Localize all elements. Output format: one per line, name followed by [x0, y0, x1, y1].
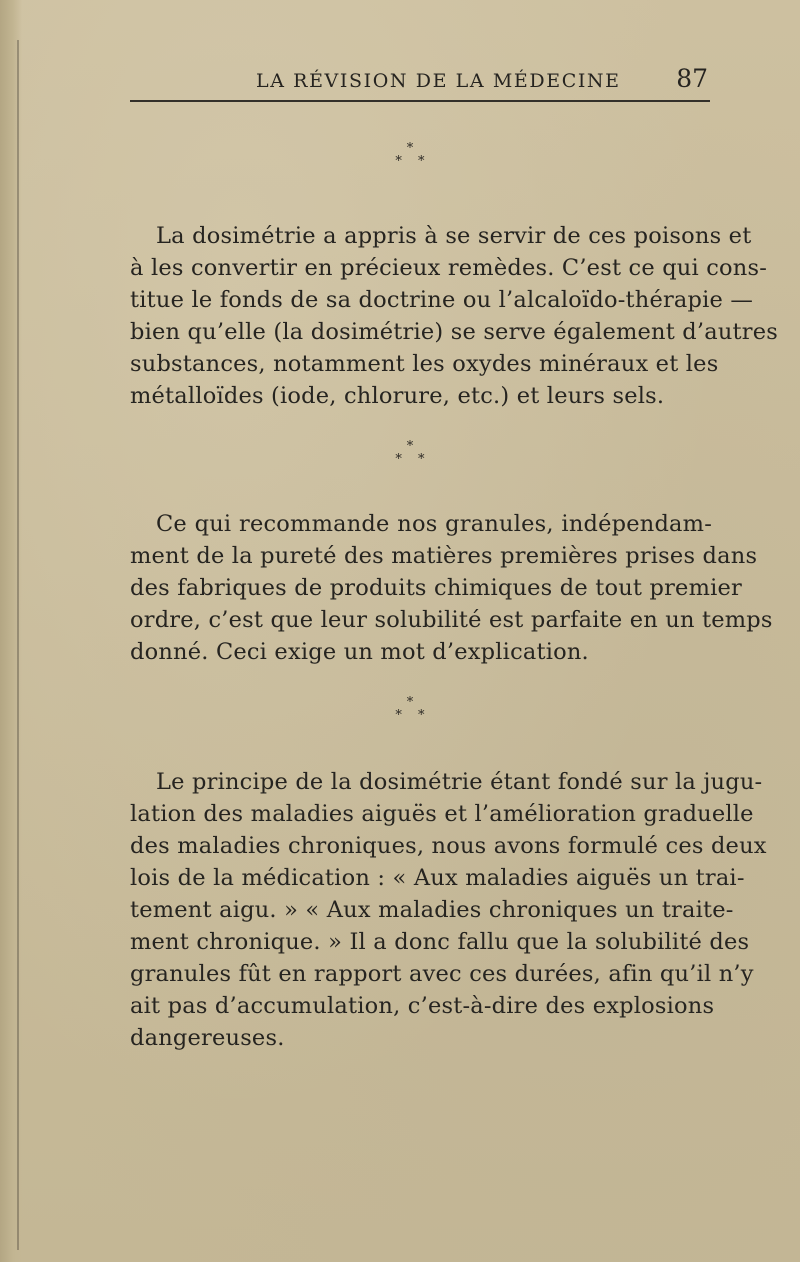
- text-line: La dosimétrie a appris à se servir de ces poisons et: [156, 223, 752, 249]
- asterism-stars-bottom: * *: [395, 708, 431, 723]
- text-line: bien qu’elle (la dosimétrie) se serve également d’autres: [130, 319, 779, 345]
- paragraph-2: [130, 508, 773, 668]
- asterism-star-top: *: [406, 695, 414, 710]
- text-line: donné. Ceci exige un mot d’explication.: [130, 639, 589, 665]
- running-title: LA RÉVISION DE LA MÉDECINE: [256, 70, 621, 92]
- text-line: Le principe de la dosimétrie étant fondé sur la jugu-: [156, 769, 763, 795]
- page-number: 87: [676, 64, 708, 93]
- text-line: lois de la médication : « Aux maladies aiguës un trai-: [130, 865, 745, 891]
- text-line: substances, notamment les oxydes minéraux et les: [130, 351, 719, 377]
- page-header: [130, 62, 710, 98]
- text-line: lation des maladies aiguës et l’amélioration graduelle: [130, 801, 754, 827]
- text-line: des fabriques de produits chimiques de tout premier: [130, 575, 742, 601]
- text-line: tement aigu. » « Aux maladies chroniques un traite-: [130, 897, 734, 923]
- asterism-stars-bottom: * *: [395, 452, 431, 467]
- asterism-star-top: *: [406, 439, 414, 454]
- text-line: ait pas d’accumulation, c’est-à-dire des explosions: [130, 993, 715, 1019]
- paragraph-3: [130, 766, 767, 1054]
- text-line: ment chronique. » Il a donc fallu que la solubilité des: [130, 929, 750, 955]
- asterism-2: [380, 440, 440, 466]
- text-line: granules fût en rapport avec ces durées, afin qu’il n’y: [130, 961, 754, 987]
- text-line: ment de la pureté des matières premières prises dans: [130, 543, 758, 569]
- asterism-1: [380, 142, 440, 168]
- page-binding-edge: [17, 40, 19, 1250]
- paragraph-1: [130, 220, 779, 412]
- text-line: ordre, c’est que leur solubilité est parfaite en un temps: [130, 607, 773, 633]
- text-line: des maladies chroniques, nous avons formulé ces deux: [130, 833, 767, 859]
- asterism-3: [380, 696, 440, 722]
- asterism-stars-bottom: * *: [395, 154, 431, 169]
- text-line: titue le fonds de sa doctrine ou l’alcaloïdo-thérapie —: [130, 287, 754, 313]
- text-line: dangereuses.: [130, 1025, 285, 1051]
- header-rule: [130, 100, 710, 102]
- asterism-star-top: *: [406, 141, 414, 156]
- text-line: à les convertir en précieux remèdes. C’est ce qui cons-: [130, 255, 768, 281]
- text-line: métalloïdes (iode, chlorure, etc.) et leurs sels.: [130, 383, 665, 409]
- text-line: Ce qui recommande nos granules, indépendam-: [156, 511, 712, 537]
